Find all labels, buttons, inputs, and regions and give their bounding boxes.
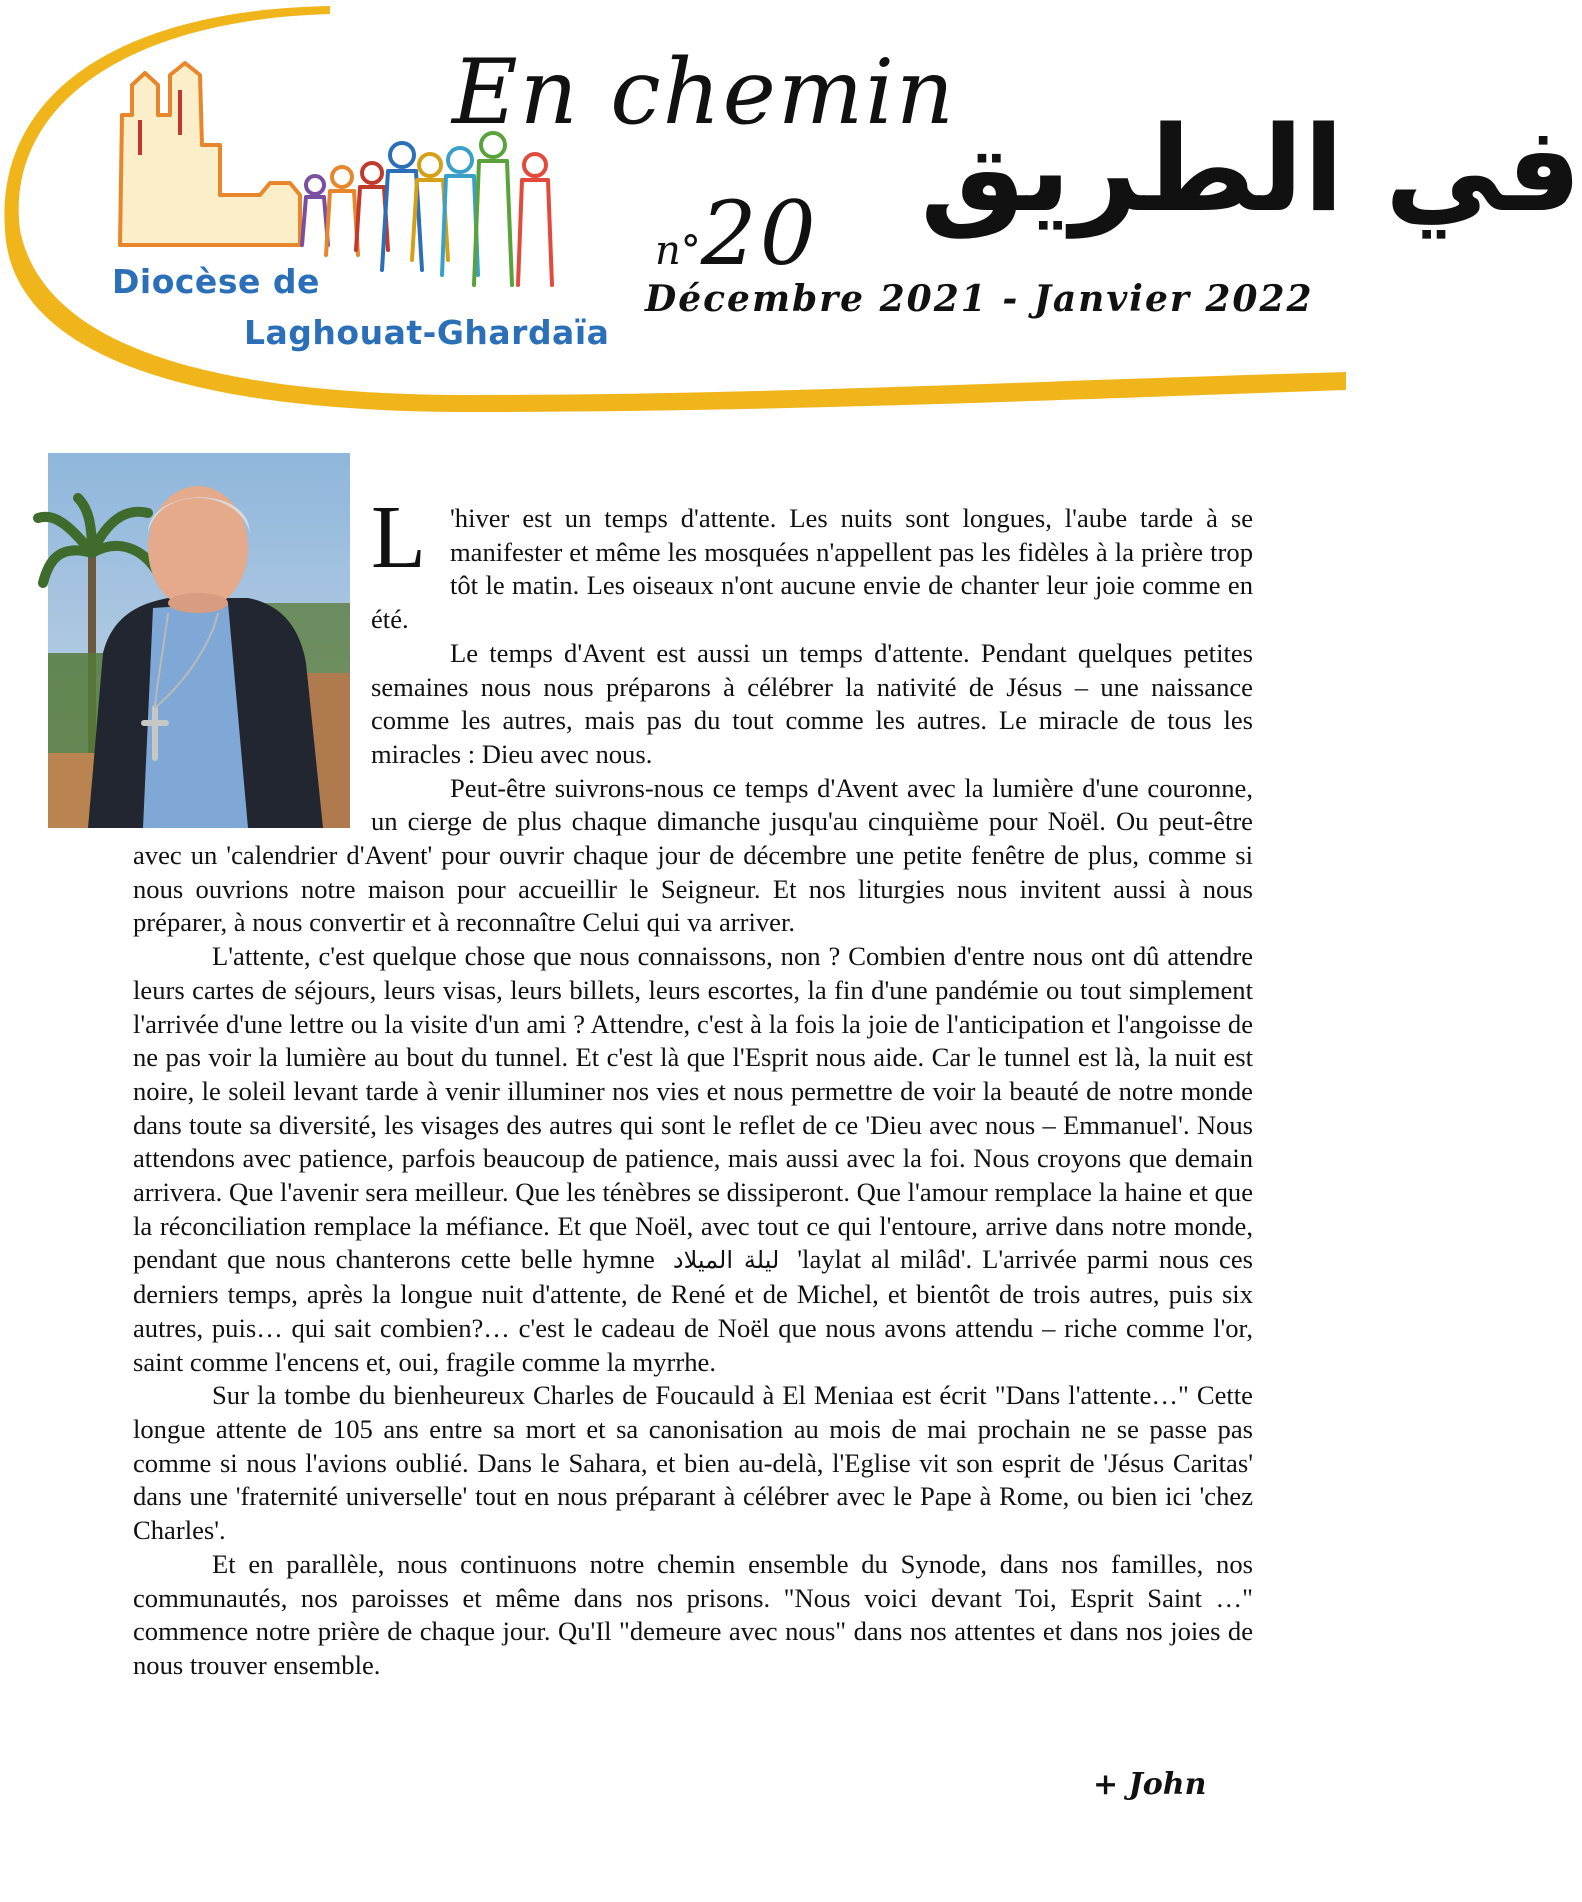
issue-value: 20 <box>700 182 819 285</box>
issue-prefix: n° <box>655 228 701 274</box>
drop-cap: L <box>371 488 426 587</box>
newsletter-title-ar: في الطريق <box>920 100 1582 238</box>
paragraph-2: Le temps d'Avent est aussi un temps d'attente. Pendant quelques petites semaines nous nous préparons à célébrer la nativité de Jésus – une naissance comme les autres, mais pas du tout comme les autres. Le miracle de tous les miracles : Dieu avec nous. <box>371 637 1253 769</box>
paragraph-5: Sur la tombe du bienheureux Charles de Foucauld à El Meniaa est écrit "Dans l'attente…" Cette longue attente de 105 ans entre sa mort et sa canonisation au mois de mai prochain ne se passe pas comme si nous l'avions oublié. Dans le Sahara, et bien au-delà, l'Eglise vit son esprit de 'Jésus Caritas' dans une 'fraternité universelle' tout en nous préparant à célébrer avec le Pape à Rome, ou bien ici 'chez Charles'. <box>133 1380 1253 1546</box>
editorial-article <box>133 488 1253 1683</box>
issue-number <box>655 182 819 285</box>
paragraph-4-text-a: L'attente, c'est quelque chose que nous connaissons, non ? Combien d'entre nous ont dû attendre leurs cartes de séjours, leurs visas, leurs billets, leurs escortes, la fin d'une pandémie ou tout simplement l'arrivée d'une lettre ou la visite d'un ami ? Attendre, c'est à la fois la joie de l'anticipation et l'angoisse de ne pas voir la lumière au bout du tunnel. Et c'est là que l'Esprit nous aide. Car le tunnel est là, la nuit est noire, le soleil levant tarde à venir illuminer nos vies et nous permettre de voir la beauté de notre monde dans toute sa diversité, les visages des autres qui sont le reflet de ce 'Dieu avec nous – Emmanuel'. Nous attendons avec patience, parfois beaucoup de patience, mais aussi avec la foi. Nous croyons que demain arrivera. Que l'avenir sera meilleur. Que les ténèbres se dissiperont. Que l'amour remplace la haine et que la réconciliation remplace la méfiance. Et que Noël, avec tout ce qui l'entoure, arrive dans notre monde, pendant que nous chanterons cette belle hymne <box>133 941 1253 1275</box>
photo-wrap-spacer <box>133 502 371 824</box>
figure-icon <box>326 167 358 255</box>
issue-date: Décembre 2021 - Janvier 2022 <box>645 278 1314 320</box>
signature: + John <box>1093 1767 1207 1802</box>
diocese-name-line1: Diocèse de <box>112 262 320 301</box>
paragraph-4-text-b: 'laylat al milâd'. L'arrivée parmi nous ces derniers temps, après la longue nuit d'attente, de René et de Michel, et bientôt de trois autres, puis six autres, puis… qui sait combien?… c'est le cadeau de Noël que nous avons attendu – riche comme l'or, saint comme l'encens et, oui, fragile comme la myrrhe. <box>133 1244 1253 1377</box>
figure-icon <box>518 154 552 285</box>
figure-icon <box>474 133 512 285</box>
paragraph-6: Et en parallèle, nous continuons notre chemin ensemble du Synode, dans nos familles, nos communautés, nos paroisses et même dans nos prisons. "Nous voici devant Toi, Esprit Saint …" commence notre prière de chaque jour. Qu'Il "demeure avec nous" dans nos attentes et dans nos joies de nous trouver ensemble. <box>133 1548 1253 1680</box>
arabic-hymn-title: ليلة الميلاد <box>672 1246 780 1275</box>
paragraph-1-text: 'hiver est un temps d'attente. Les nuits sont longues, l'aube tarde à se manifester et même les mosquées n'appellent pas les fidèles à la prière trop tôt le matin. Les oiseaux n'ont aucune envie de chanter leur joie comme en été. <box>371 503 1253 635</box>
paragraph-4 <box>133 940 1253 1379</box>
diocese-name-line2: Laghouat-Ghardaïa <box>244 313 610 352</box>
figure-icon <box>302 176 328 245</box>
church-outline-icon <box>120 63 300 245</box>
paragraph-3: Peut-être suivrons-nous ce temps d'Avent avec la lumière d'une couronne, un cierge de plus chaque dimanche jusqu'au cinquième pour Noël. Ou peut-être avec un 'calendrier d'Avent' pour ouvrir chaque jour de décembre une petite fenêtre de plus, comme si nous ouvrions notre maison pour accueillir le Seigneur. Et nos liturgies nous invitent aussi à nous préparer, à nous convertir et à reconnaître Celui qui va arriver. <box>133 772 1253 938</box>
newsletter-title-fr: En chemin <box>452 40 956 145</box>
